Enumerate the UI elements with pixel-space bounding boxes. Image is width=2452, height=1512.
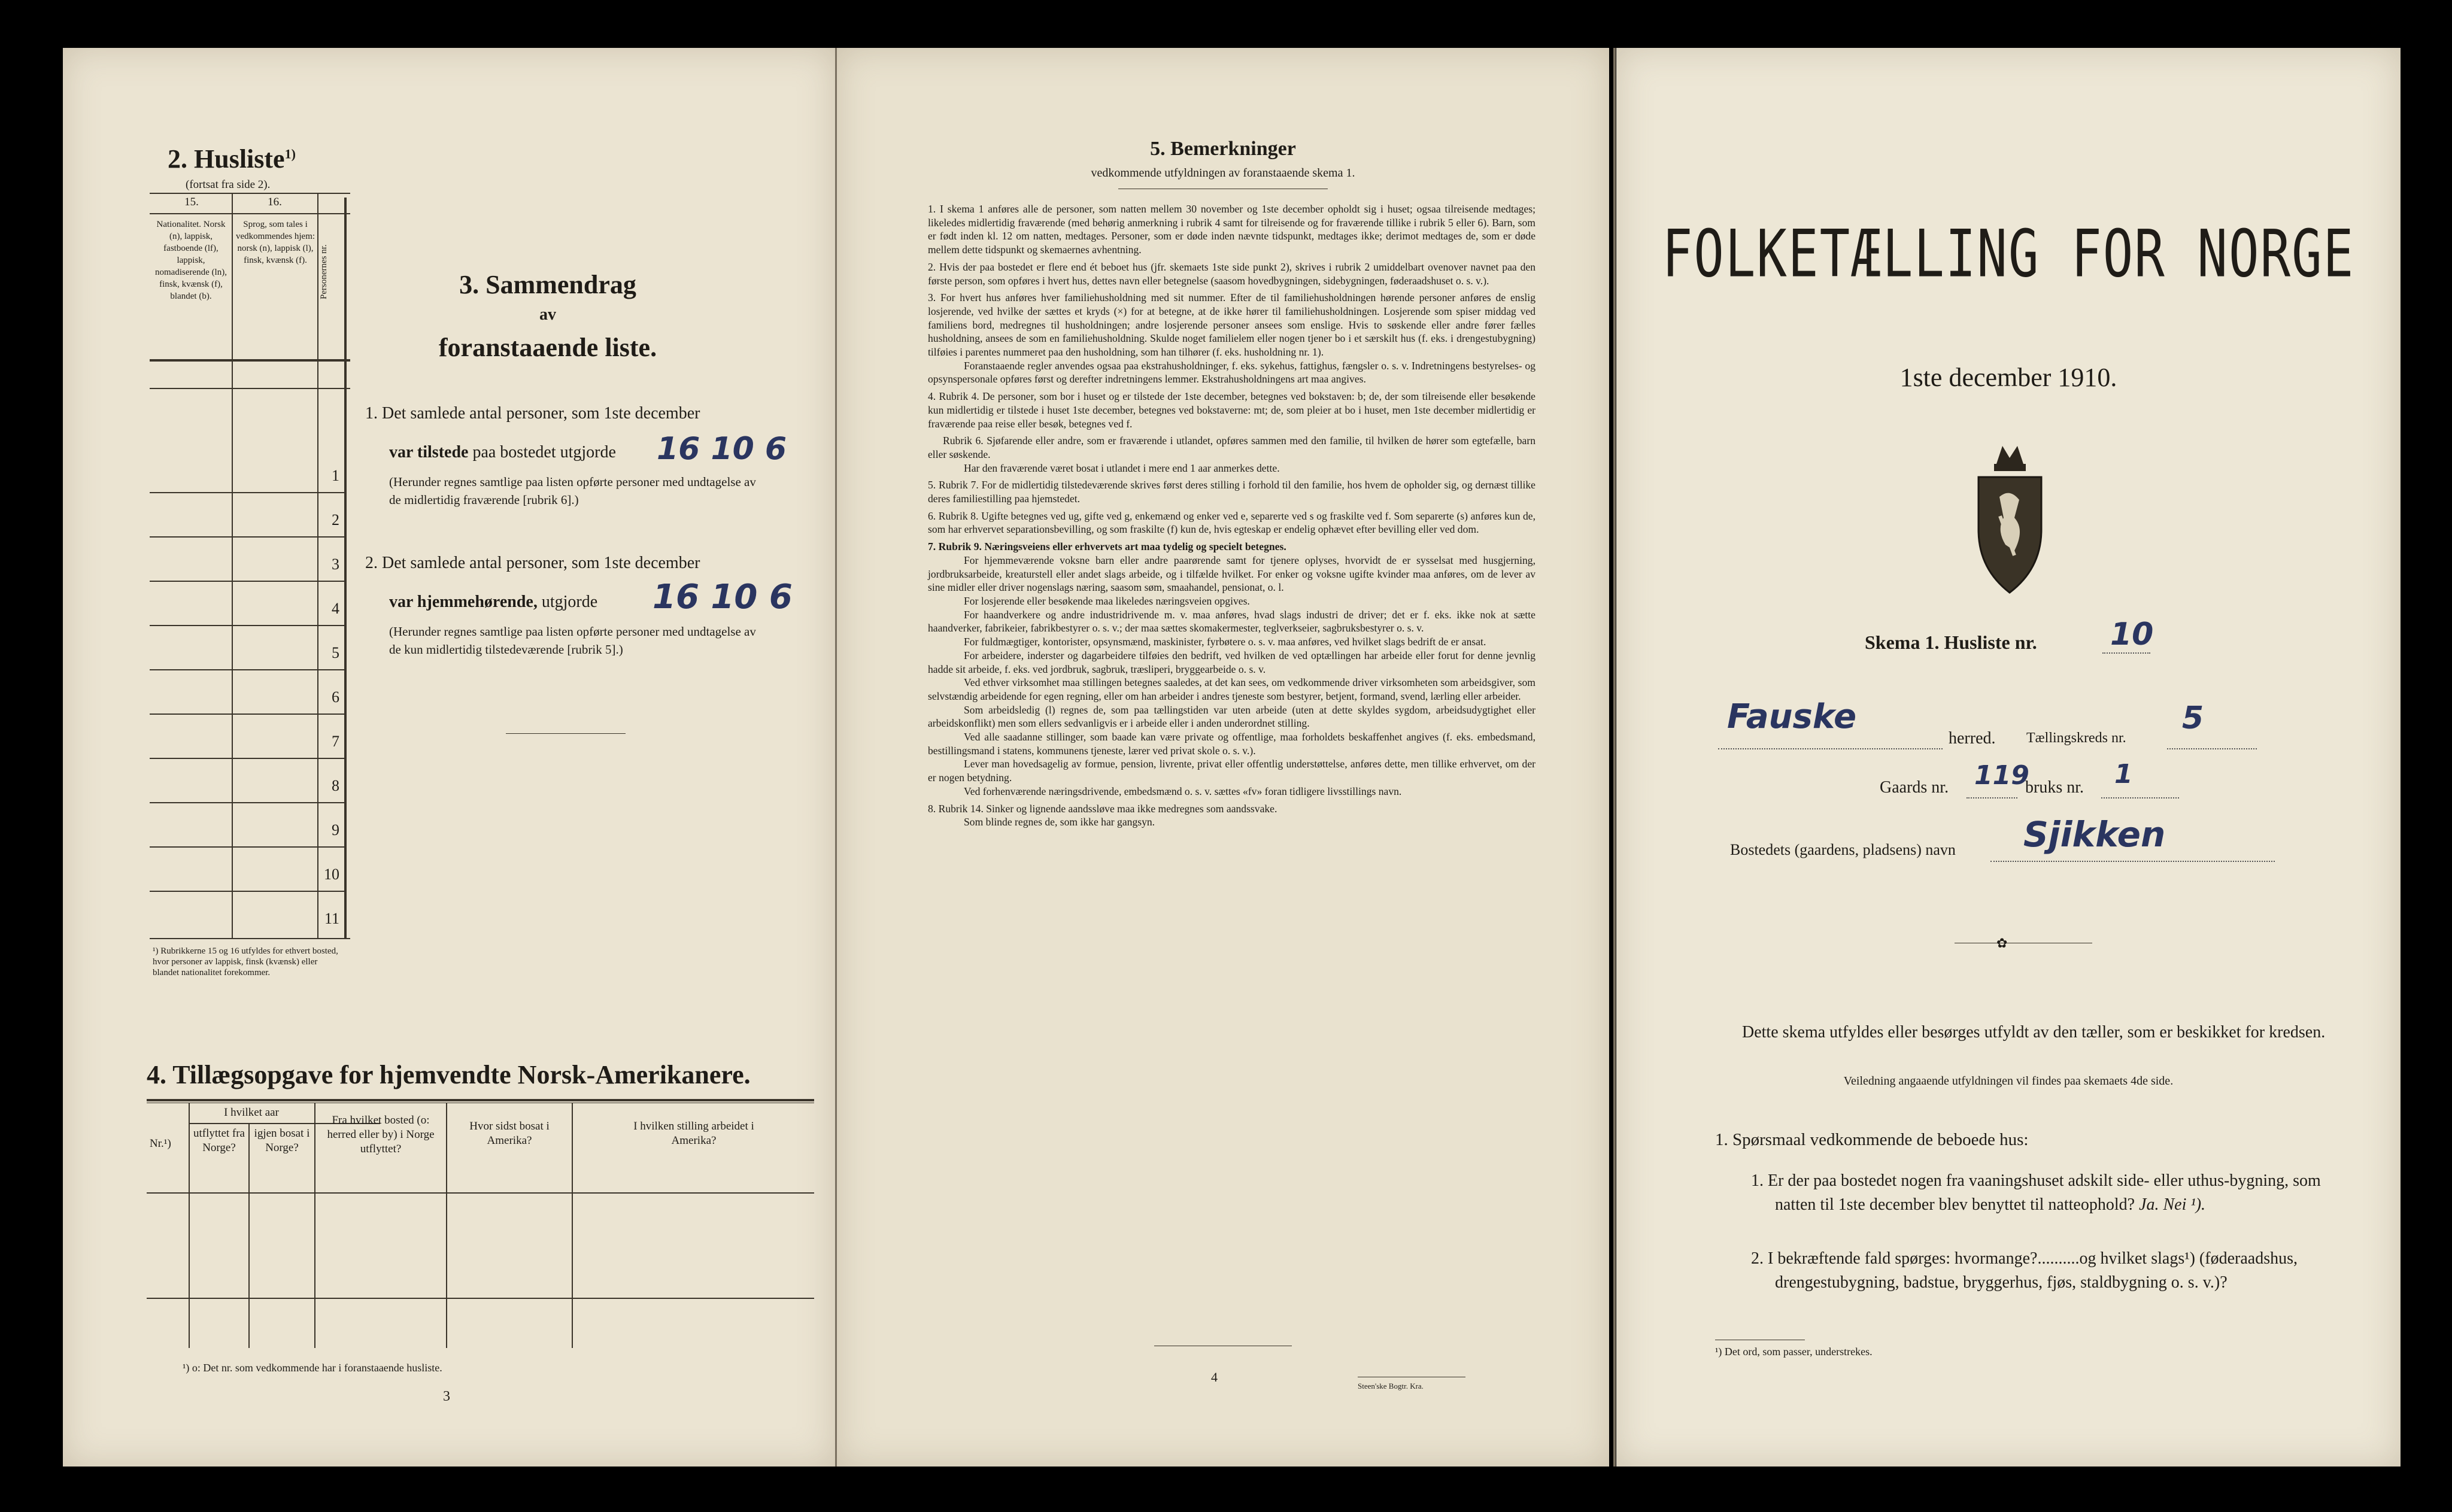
gaards-value: 119 [1974, 760, 2029, 791]
page-right [1616, 48, 2401, 1467]
census-title: FOLKETÆLLING FOR NORGE [1662, 215, 2355, 292]
remark-paragraph: 4. Rubrik 4. De personer, som bor i huset og er tilstede der 1ste december, betegnes ved bokstaven: b; de, der som tilreisende eller besøkende kun midlertidig er tilstede i huset 1ste december, betegnes ved bokstaverne: mt; de, som pleier at bo i huset, men 1ste december midlertidig er fraværende paa reise eller besøk, betegnes ved f. [928, 390, 1535, 430]
printer-mark: Steen'ske Bogtr. Kra. [1358, 1382, 1424, 1390]
row-number: 6 [332, 688, 339, 706]
row-number: 7 [332, 733, 339, 750]
remark-paragraph: 3. For hvert hus anføres hver familiehusholdning med sit nummer. Efter de til familiehusholdningen hørende personer anføres de enslig losjerende, ved hvilke der sættes et kryds (×) for at betegne, at de ikke hører til familiehusholdningen. Losjerende som spiser middag ved familiens bord, medregnes til husholdningen; andre losjerende personer ansees som enslige. Hvis to søskende eller andre fører fælles husholdning, ansees de som en familiehusholdning. Skulde noget familielem eller nogen tjener bo i et særskilt hus (f. eks. i drengestubygning) tilføies i parentes nummeret paa den husholdning, som han tilhører (f. eks. husholdning nr. 1). [928, 292, 1535, 359]
remark-paragraph: Rubrik 6. Sjøfarende eller andre, som er fraværende i utlandet, opføres sammen med den familie, til hvilken de hører som egtefælle, barn eller søskende. [928, 435, 1535, 460]
remark-paragraph: For haandverkere og andre industridrivende m. v. maa anføres, hvad slags industri de driver; det er f. eks. ikke nok at sætte haandverker, fabrikeier, fabrikbestyrer o. s. v.; der maa sættes skomakermester, teglverkseier, sagbruksbestyrer o. s. v. [928, 608, 1535, 634]
right-footnote: ¹) Det ord, som passer, understrekes. [1715, 1346, 1873, 1358]
husliste-title: 2. Husliste$^{1)}$ [168, 144, 296, 174]
remark-paragraph: Ved alle saadanne stillinger, som baade kan være private og offentlige, maa forholdets beskaffenhet angives (f. eks. embedsmand, bestillingsmand i statens, kommunens tjeneste, lærer ved privat skole o. s. v.). [928, 731, 1535, 757]
sammendrag-subtitle: foranstaaende liste. [438, 333, 657, 362]
remark-paragraph: 8. Rubrik 14. Sinker og lignende aandssløve maa ikke medregnes som aandssvake. [928, 802, 1277, 815]
page-number-3: 3 [443, 1389, 450, 1404]
remark-paragraph: For fuldmægtiger, kontorister, opsynsmænd, maskinister, fyrbøtere o. s. v. maa anføres, ved hvilket slags bedrift de er ansat. [964, 636, 1486, 648]
sammendrag-item1-line1: 1. Det samlede antal personer, som 1ste december [365, 404, 700, 423]
bemerkninger-subtitle: vedkommende utfyldningen av foranstaaende skema 1. [1091, 166, 1355, 180]
remark-paragraph: Ved forhenværende næringsdrivende, embedsmænd o. s. v. sættes «fv» foran tidligere livsstillings navn. [964, 785, 1402, 797]
gaards-label: Gaards nr. [1880, 778, 1949, 797]
tillaeg-col-utflyttet: utflyttet fra Norge? [193, 1127, 245, 1154]
remark-paragraph: 6. Rubrik 8. Ugifte betegnes ved ug, gifte ved g, enkemænd og enker ved e, separerte ved s og fraskilte ved f. Som separerte (s) anføres kun de, som har erhvervet separationsbevilling, og som fraskilte (f) kun de, hvis egteskap er endelig ophævet efter bevilling eller ved dom. [928, 509, 1535, 536]
col15-number: 15. [184, 196, 199, 208]
sammendrag-item1-note: (Herunder regnes samtlige paa listen opførte personer med undtagelse av de midlertidig fraværende [rubrik 6].) [389, 475, 756, 507]
husliste-subtitle: (fortsat fra side 2). [186, 178, 271, 191]
kreds-label: Tællingskreds nr. [2026, 730, 2126, 746]
sammendrag-item2-note: (Herunder regnes samtlige paa listen opførte personer med undtagelse av de kun midlertidig tilstedeværende [rubrik 5].) [389, 624, 756, 657]
col16-number: 16. [268, 196, 282, 208]
row-number: 8 [332, 777, 339, 794]
col17-header: Personernes nr. [319, 244, 329, 299]
husliste-footnote: ¹) Rubrikkerne 15 og 16 utfyldes for ethvert bosted, hvor personer av lappisk, finsk (kvænsk) eller blandet nationalitet forekommer. [153, 946, 338, 977]
question-title: 1. Spørsmaal vedkommende de beboede hus: [1715, 1130, 2029, 1149]
col15-header: Nationalitet. Norsk (n), lappisk, fastboende (lf), lappisk, nomadiserende (ln), finsk, kvænsk (f), blandet (b). [155, 220, 227, 301]
sammendrag-title: 3. Sammendrag [459, 270, 636, 299]
sammendrag-item2-line1: 2. Det samlede antal personer, som 1ste december [365, 554, 700, 572]
remark-paragraph: 5. Rubrik 7. For de midlertidig tilstedeværende skrives først deres stilling i forhold til den familie, hos hvem de opholder sig, og dernæst tillike deres familiestilling paa hjemstedet. [928, 479, 1535, 505]
norway-coat-of-arms-icon [1972, 440, 2047, 599]
bosted-value: Sjikken [2023, 814, 2166, 855]
row-number: 4 [332, 600, 339, 617]
row-number: 3 [332, 555, 339, 573]
bruks-field [2101, 773, 2179, 798]
remark-paragraph: 2. Hvis der paa bostedet er flere end ét beboet hus (jfr. skemaets 1ste side punkt 2), skrives i rubrik 2 umiddelbart ovenover navnet paa den første person, som opføres i hvert hus, dettes navn eller betegnelse (saasom hovedbygningen, sidebygningen, føderaadshuset o. s. v.). [928, 260, 1535, 287]
remark-paragraph: Foranstaaende regler anvendes ogsaa paa ekstrahusholdninger, f. eks. sykehus, fattighus, fængsler o. s. v. Indretningens bestyrelses- og opsynspersonale opføres først og derefter indretningens lemmer. Ekstrahusholdningens art maa angives. [928, 359, 1535, 385]
row-number: 10 [324, 866, 339, 883]
sammendrag-av: av [539, 305, 556, 324]
tillaeg-col-bosted: Fra hvilket bosted (o: herred eller by) i Norge utflyttet? [327, 1114, 435, 1155]
tilstede-value: 16 10 6 [657, 431, 787, 467]
ornament-icon: ✿ [1996, 936, 2008, 951]
remark-paragraph: 7. Rubrik 9. Næringsveiens eller erhvervets art maa tydelig og specielt betegnes. [928, 541, 1286, 553]
remark-paragraph: For hjemmeværende voksne barn eller andre paarørende samt for tjenere oplyses, hvorvidt de er sysselsat med husgjerning, jordbruksarbeide, kreaturstell eller andet slags arbeide, og i tilfælde hvilket. For enker og voksne ugifte kvinder maa anføres, om de lever av sine midler eller driver nogenslags næring, saasom søm, smaahandel, pensionat, o. l. [928, 554, 1535, 594]
remark-paragraph: For losjerende eller besøkende maa likeledes næringsveien opgives. [964, 594, 1250, 607]
bosted-label: Bostedets (gaardens, pladsens) navn [1730, 841, 1956, 858]
bruks-value: 1 [2114, 759, 2133, 790]
tillaeg-col-nr: Nr.¹) [150, 1137, 171, 1150]
tillaeg-col-sidst: Hvor sidst bosat i Amerika? [469, 1120, 550, 1147]
row-number: 5 [332, 644, 339, 661]
row-number: 1 [332, 467, 339, 484]
tillaeg-title: 4. Tillægsopgave for hjemvendte Norsk-Amerikanere. [147, 1060, 751, 1089]
bruks-label: bruks nr. [2025, 778, 2084, 797]
col16-header: Sprog, som tales i vedkommendes hjem: norsk (n), lappisk (l), finsk, kvænsk (f). [235, 220, 315, 265]
row-number: 2 [332, 511, 339, 529]
herred-value: Fauske [1727, 697, 1857, 736]
remark-paragraph: Lever man hovedsagelig av formue, pension, livrente, privat eller offentlig understøttelse, anføres dette, men tillike erhvervet, om der er nogen betydning. [928, 758, 1535, 784]
kreds-field [2167, 724, 2257, 749]
tillaeg-col-group: I hvilket aar [224, 1106, 279, 1119]
herred-label: herred. [1949, 729, 1996, 748]
census-date: 1ste december 1910. [1899, 363, 2117, 392]
husliste-nr-value: 10 [2110, 617, 2154, 652]
page-middle [837, 48, 1609, 1467]
tillaeg-footnote: ¹) o: Det nr. som vedkommende har i foranstaaende husliste. [183, 1362, 442, 1374]
remark-paragraph: Som blinde regnes de, som ikke har gangsyn. [964, 816, 1155, 828]
question-1: 1. Er der paa bostedet nogen fra vaaningshuset adskilt side- eller uthus-bygning, som natten til 1ste december blev benyttet til natteophold? Ja. Nei ¹). [1751, 1171, 2321, 1214]
row-number: 11 [324, 910, 339, 927]
intro-small: Veiledning angaaende utfyldningen vil findes paa skemaets 4de side. [1843, 1074, 2174, 1088]
page-number-4: 4 [1211, 1370, 1218, 1385]
question-2: 2. I bekræftende fald spørges: hvormange?..........og hvilket slags¹) (føderaadshus, drengestubygning, badstue, bryggerhus, fjøs, staldbygning o. s. v.)? [1751, 1249, 2298, 1292]
remark-paragraph: Som arbeidsledig (l) regnes de, som paa tællingstiden var uten arbeide (uten at dette skyldes sygdom, arbeidsudygtighet eller arbeidskonflikt) men som ellers sedvanligvis er i arbeide eller i anden underordnet stilling. [928, 703, 1535, 730]
page-left [63, 48, 835, 1467]
intro-text: Dette skema utfyldes eller besørges utfyldt av den tæller, som er beskikket for kredsen. [1742, 1023, 2326, 1042]
sammendrag-item1-line2: var tilstede paa bostedet utgjorde [389, 443, 616, 462]
bemerkninger-title: 5. Bemerkninger [1150, 138, 1296, 160]
remark-paragraph: Har den fraværende været bosat i utlandet i mere end 1 aar anmerkes dette. [964, 462, 1280, 474]
tillaeg-col-igjen: igjen bosat i Norge? [254, 1127, 310, 1154]
bemerkninger-body [928, 202, 1535, 829]
tillaeg-col-stilling: I hvilken stilling arbeidet i Amerika? [633, 1120, 754, 1147]
remark-paragraph: Ved ethver virksomhet maa stillingen betegnes saaledes, at det kan sees, om vedkommende driver virksomheten som arbeidsgiver, som selvstændig arbeidende for egen regning, eller om han arbeider i andres tjeneste som bestyrer, betjent, formand, svend, lærling eller arbeider. [928, 676, 1535, 702]
row-number: 9 [332, 821, 339, 839]
kreds-value: 5 [2182, 700, 2204, 736]
sammendrag-item2-line2: var hjemmehørende, utgjorde [389, 593, 598, 611]
schema-label: Skema 1. Husliste nr. [1865, 631, 2037, 653]
question-1-answer: Ja. Nei ¹). [2139, 1195, 2206, 1214]
remark-paragraph: For arbeidere, inderster og dagarbeidere tilføies den bedrift, ved hvilken de ved optællingen har arbeide eller forut for denne jevnlig hadde sit arbeide, f. eks. ved jordbruk, sagbruk, træsliperi, bryggearbeide o. s. v. [928, 649, 1535, 675]
hjemmehorende-value: 16 10 6 [653, 578, 793, 617]
remark-paragraph: 1. I skema 1 anføres alle de personer, som natten mellem 30 november og 1ste december opholdt sig i huset; ogsaa tilreisende medtages; likeledes midlertidig fraværende (med behørig anmerkning i rubrik 4 samt for tilreisende og for fraværende tillike i rubrik 5 eller 6). Barn, som er født inden kl. 12 om natten, medtages. Personer, som er døde inden nævnte tidspunkt, medtages ikke; derimot medtages de, som er døde mellem dette tidspunkt og skemaernes avhentning. [928, 203, 1535, 256]
